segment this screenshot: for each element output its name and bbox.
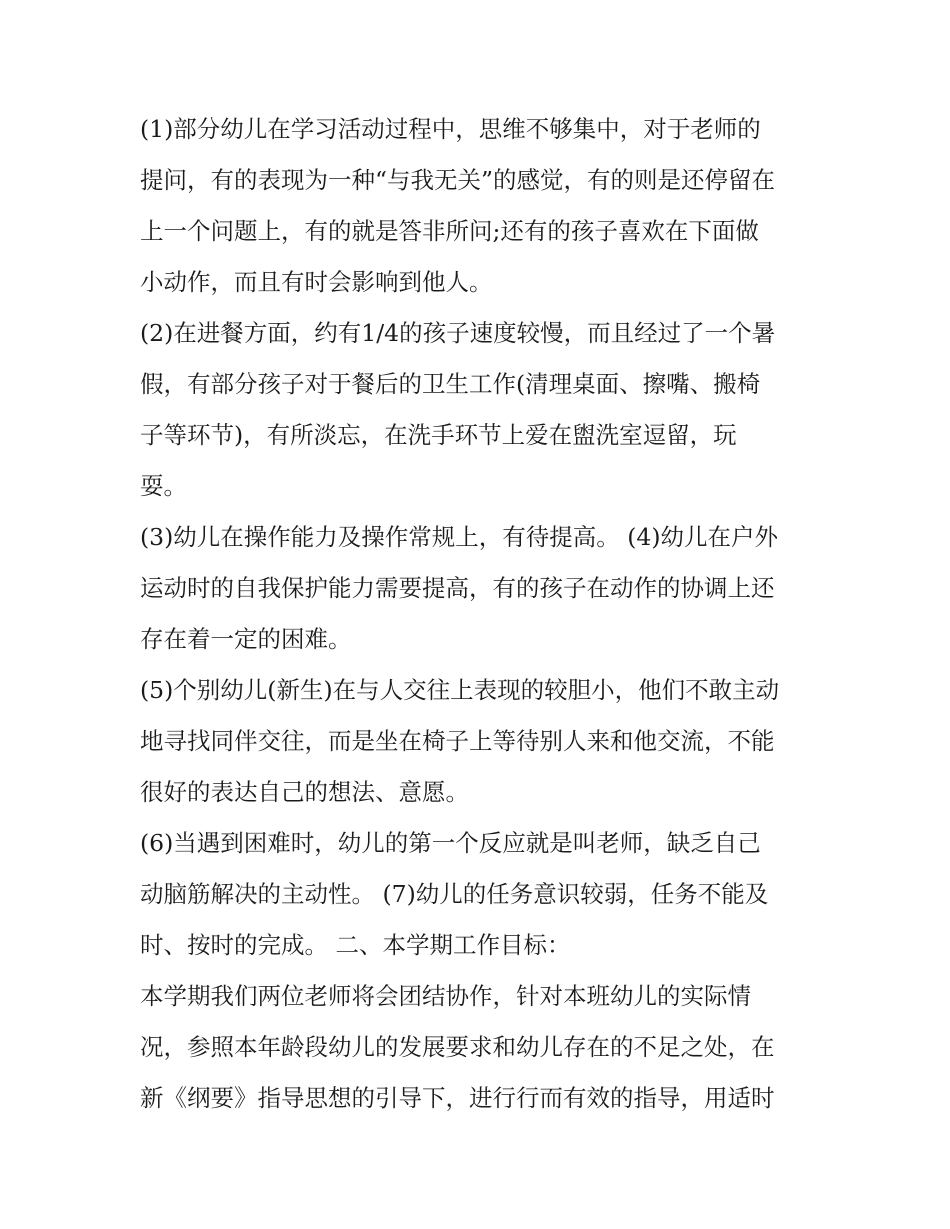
text-line-9: (3)幼儿在操作能力及操作常规上，有待提高。 (4)幼儿在户外	[140, 523, 779, 551]
text-line-7: 子等环节)，有所淡忘，在洗手环节上爱在盥洗室逗留，玩	[140, 421, 737, 449]
text-line-4: 小动作，而且有时会影响到他人。	[140, 268, 493, 296]
text-line-3: 上一个问题上，有的就是答非所问;还有的孩子喜欢在下面做	[140, 217, 759, 245]
text-line-19: 况，参照本年龄段幼儿的发展要求和幼儿存在的不足之处，在	[140, 1033, 775, 1061]
text-line-8: 耍。	[140, 472, 187, 500]
text-line-12: (5)个别幼儿(新生)在与人交往上表现的较胆小，他们不敢主动	[140, 676, 780, 704]
text-line-20: 新《纲要》指导思想的引导下，进行行而有效的指导，用适时	[140, 1084, 775, 1112]
text-line-10: 运动时的自我保护能力需要提高，有的孩子在动作的协调上还	[140, 574, 775, 602]
text-line-2: 提问，有的表现为一种“与我无关”的感觉，有的则是还停留在	[140, 166, 776, 194]
text-line-13: 地寻找同伴交往，而是坐在椅子上等待别人来和他交流，不能	[140, 727, 775, 755]
text-line-14: 很好的表达自己的想法、意愿。	[140, 778, 469, 806]
text-line-15: (6)当遇到困难时，幼儿的第一个反应就是叫老师，缺乏自己	[140, 829, 761, 857]
text-line-11: 存在着一定的困难。	[140, 625, 352, 653]
document-body	[140, 104, 820, 1124]
text-line-1: (1)部分幼儿在学习活动过程中，思维不够集中，对于老师的	[140, 115, 761, 143]
text-line-5: (2)在进餐方面，约有1/4的孩子速度较慢，而且经过了一个暑	[140, 319, 776, 347]
text-line-18: 本学期我们两位老师将会团结协作，针对本班幼儿的实际情	[140, 982, 751, 1010]
text-line-6: 假，有部分孩子对于餐后的卫生工作(清理桌面、擦嘴、搬椅	[140, 370, 761, 398]
text-line-17: 时、按时的完成。 二、本学期工作目标：	[140, 931, 571, 959]
text-line-16: 动脑筋解决的主动性。 (7)幼儿的任务意识较弱，任务不能及	[140, 880, 769, 908]
